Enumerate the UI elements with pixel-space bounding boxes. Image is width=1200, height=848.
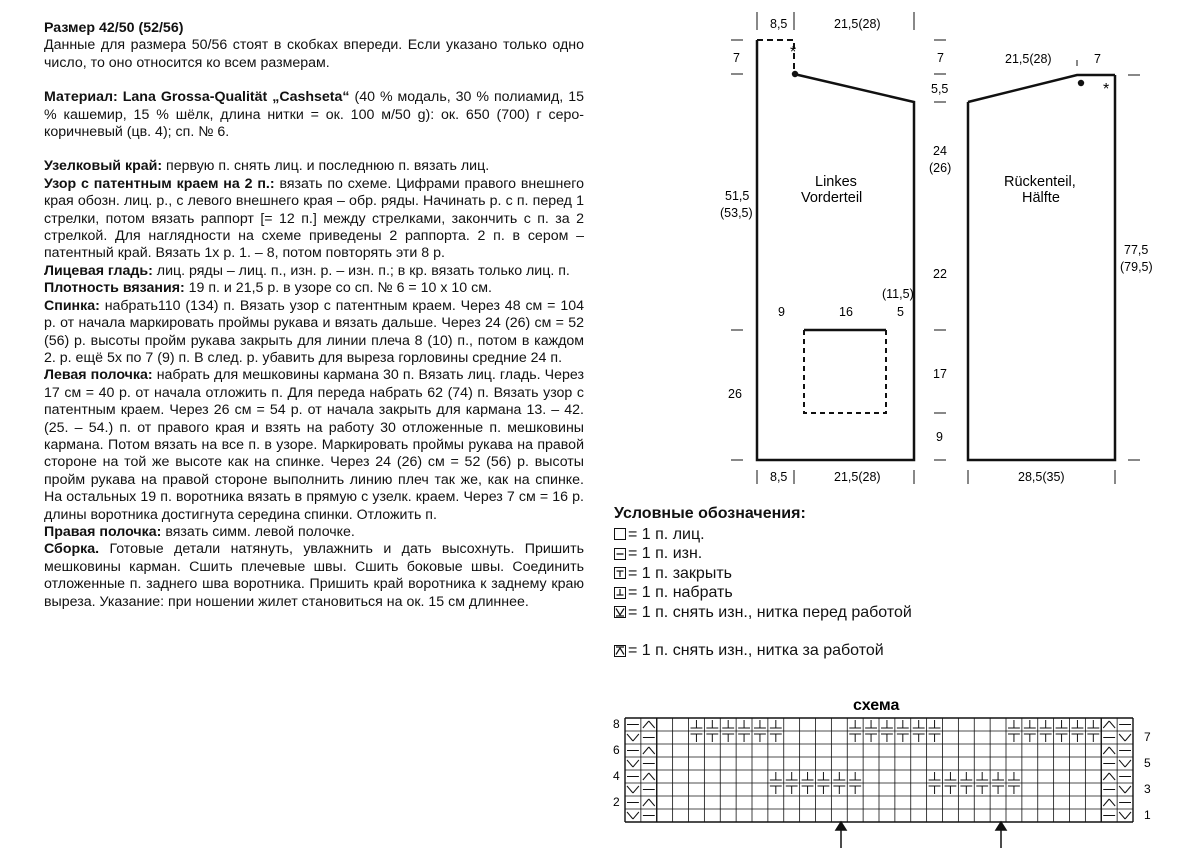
row-number-left: 6 — [613, 743, 620, 757]
left-front-piece — [757, 40, 914, 460]
row-number-right: 7 — [1144, 730, 1151, 744]
stockinette-label: Лицевая гладь: — [44, 262, 153, 279]
legend-item — [614, 641, 912, 661]
star-back: * — [1103, 81, 1110, 98]
legend-item — [614, 603, 912, 623]
mid-17: 17 — [933, 367, 947, 381]
left-front-label: Левая полочка: — [44, 367, 153, 384]
bind-off-icon — [614, 567, 626, 579]
edge-text: первую п. снять лиц. и последнюю п. вязать лиц. — [162, 158, 490, 175]
back-label-1: Rückenteil, — [1004, 174, 1076, 190]
star-left: * — [790, 44, 797, 61]
row-number-left: 2 — [613, 795, 620, 809]
dim-8-5-bottom: 8,5 — [770, 470, 788, 484]
mid-22: 22 — [933, 267, 947, 281]
back-7: 7 — [1094, 52, 1101, 66]
right-front-label: Правая полочка: — [44, 523, 162, 540]
cast-on-icon — [614, 587, 626, 599]
legend — [614, 504, 912, 661]
back-77-5: 77,5 — [1124, 243, 1149, 257]
legend-item — [614, 544, 912, 564]
dim-16-pocket: 16 — [839, 305, 853, 319]
instructions-column — [44, 20, 584, 611]
repeat-arrow-2 — [996, 822, 1006, 848]
pattern-label: Узор с патентным краем на 2 п.: — [44, 175, 275, 192]
gauge-label: Плотность вязания: — [44, 280, 185, 297]
size-note: Данные для размера 50/56 стоят в скобках впереди. Если указано только одно число, то оно относится ко всем размерам. — [44, 37, 584, 71]
back-28-5: 28,5(35) — [1018, 470, 1065, 484]
row-number-right: 5 — [1144, 756, 1151, 770]
dim-21-5-top: 21,5(28) — [834, 17, 881, 31]
chart-grid — [625, 718, 1133, 822]
legend-text: = 1 п. набрать — [628, 584, 733, 601]
size-heading: Размер 42/50 (52/56) — [44, 20, 184, 36]
dim-21-5-bottom: 21,5(28) — [834, 470, 881, 484]
right-front-text: вязать симм. левой полочке. — [161, 523, 355, 540]
back-half-piece — [968, 75, 1115, 460]
front-label-1: Linkes — [815, 174, 857, 190]
material-text: (40 % модаль, 30 % полиамид, 15 % кашемир, 15 % шёлк, длина нитки = ок. 100 м/50 g): ок. 650 (700) г серо-коричневый (цв. 4); сп. № 6. — [44, 89, 584, 141]
repeat-arrow-1 — [836, 822, 846, 848]
legend-item — [614, 525, 912, 545]
back-text: набрать110 (134) п. Вязать узор с патентным краем. Через 48 см = 104 р. от начала маркировать проймы рукава и вязать дальше. Через 24 (26) см = 52 (56) р. высоты пройм рукава закрыть для линии плеча 8 (10) п., потом в каждом 2. р. ещё 5х по 7 (9) п. В след. р. убавить для выреза горловины средние 24 п. — [44, 297, 584, 366]
slip-front-icon — [614, 606, 626, 618]
legend-text: = 1 п. снять изн., нитка перед работой — [628, 603, 912, 621]
back-21-5: 21,5(28) — [1005, 52, 1052, 66]
assembly-label: Сборка. — [44, 541, 100, 558]
dim-53-5: (53,5) — [720, 206, 753, 220]
garment-schematic — [600, 0, 1200, 500]
material-label: Материал: — [44, 89, 118, 106]
back-label-2: Hälfte — [1022, 190, 1060, 206]
dim-51-5: 51,5 — [725, 189, 750, 203]
knitting-chart — [600, 690, 1200, 848]
knit-square-icon — [614, 528, 626, 540]
dim-7-left: 7 — [733, 51, 740, 65]
edge-label: Узелковый край: — [44, 158, 163, 175]
row-number-right: 1 — [1144, 808, 1151, 822]
legend-text: = 1 п. изн. — [628, 545, 703, 562]
slip-back-icon — [614, 645, 626, 657]
mid-9: 9 — [936, 430, 943, 444]
dim-9-pocket: 9 — [778, 305, 785, 319]
row-number-left: 4 — [613, 769, 620, 783]
dim-26-left: 26 — [728, 387, 742, 401]
purl-dash-icon — [614, 548, 626, 560]
back-label: Спинка: — [44, 297, 100, 314]
left-front-text: набрать для мешковины кармана 30 п. Вязать лиц. гладь. Через 17 см = 40 р. от начала отложить п. Для переда набрать 62 (74) п. Вязать узор с патентным краем. Через 26 см = 54 р. от начала закрыть для кармана 13. – 42. (25. – 54.) п. от правого края и взять на работу 30 отложенные п. мешковины кармана. Потом вязать на все п. в узоре. Маркировать проймы рукава на правой стороне на той же высоте как на спинке. Через 24 (26) см = 52 (56) р. высоты пройм рукава на правой стороне выполнить линию плеч так же, как на спинке. На остальных 19 п. воротника вязать в прямую с узелк. краем. Через 7 см = 16 р. длины воротника достигнута середина спинки. Отложить п. — [44, 367, 584, 523]
legend-title: Условные обозначения: — [614, 505, 806, 522]
material-brand: Lana Grossa-Qualität „Cashseta“ — [122, 89, 350, 106]
legend-item — [614, 583, 912, 603]
marker-dot-left — [792, 71, 798, 77]
legend-text: = 1 п. лиц. — [628, 525, 705, 543]
mid-24: 24 — [933, 144, 947, 158]
gauge-text: 19 п. и 21,5 р. в узоре со сп. № 6 = 10 х 10 см. — [184, 280, 492, 297]
dim-5-pocket: 5 — [897, 305, 904, 319]
row-number-right: 3 — [1144, 782, 1151, 796]
stockinette-text: лиц. ряды – лиц. п., изн. р. – изн. п.; в кр. вязать только лиц. п. — [152, 262, 570, 279]
legend-text: = 1 п. снять изн., нитка за работой — [628, 642, 884, 659]
back-79-5: (79,5) — [1120, 260, 1153, 274]
legend-text: = 1 п. закрыть — [628, 564, 732, 582]
row-number-left: 8 — [613, 717, 620, 731]
pattern-text: вязать по схеме. Цифрами правого внешнего края обозн. лиц. р., с левого внешнего края – обр. ряды. Начинать р. с п. перед 1 стрелки, потом вязать раппорт [= 12 п.] между стрелками, закончить с п. за 2 стрелкой. Для наглядности на схеме приведены 2 раппорта. 2 п. в сером – патентный край. Вязать 1х р. 1. – 8, потом повторять эти 8 р. — [44, 175, 584, 262]
front-label-2: Vorderteil — [801, 190, 863, 206]
dim-8-5-top: 8,5 — [770, 17, 788, 31]
chart-title: схема — [853, 697, 900, 714]
mid-5-5: 5,5 — [931, 82, 949, 96]
dim-11-5: (11,5) — [882, 287, 914, 301]
assembly-text: Готовые детали натянуть, увлажнить и дать высохнуть. Пришить мешковины карман. Сшить плечевые швы. Сшить боковые швы. Соединить отложенные п. заднего шва воротника. Пришить край воротника к заднему краю выреза. Указание: при ношении жилет становиться на ок. 15 см длиннее. — [44, 541, 584, 610]
mid-26: (26) — [929, 161, 952, 175]
mid-7: 7 — [937, 51, 944, 65]
legend-item — [614, 564, 912, 584]
marker-dot-back — [1078, 80, 1084, 86]
